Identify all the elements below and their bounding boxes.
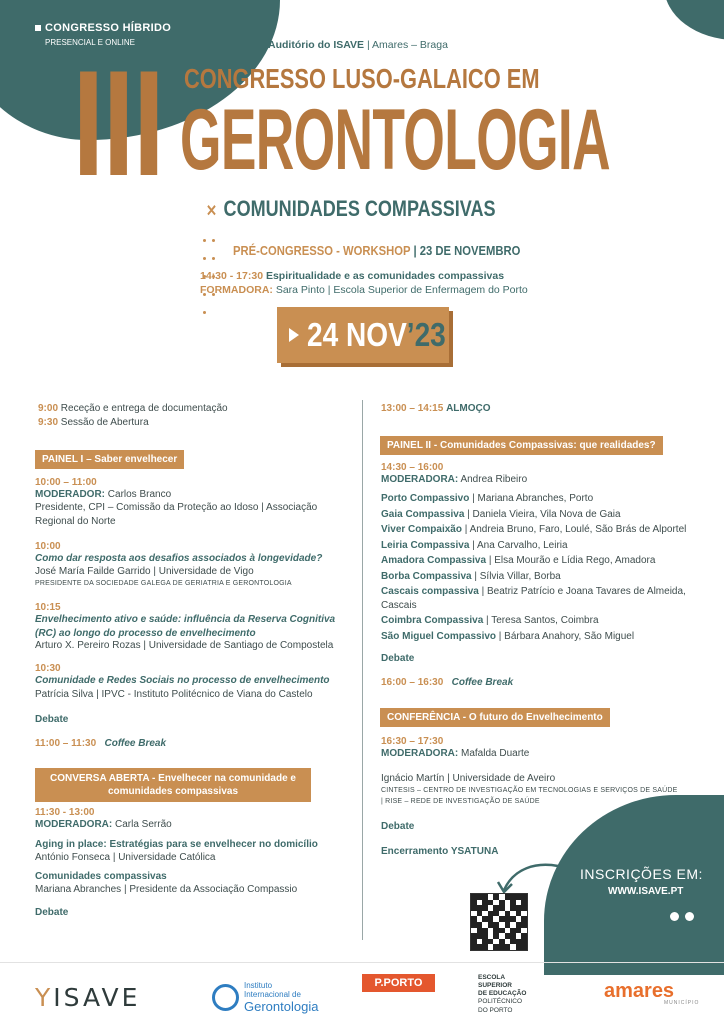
conversa-header: CONVERSA ABERTA - Envelhecer na comunidade e comunidades compassivas [35, 768, 311, 802]
title-line2: GERONTOLOGIA [180, 92, 611, 188]
list-item: Leiria Compassiva | Ana Carvalho, Leiria [381, 539, 568, 551]
registration-url[interactable]: WWW.ISAVE.PT [608, 886, 684, 897]
list-item: São Miguel Compassivo | Bárbara Anahory, São Miguel [381, 630, 635, 642]
c2-title: Comunidades compassivas [35, 871, 167, 882]
conv-moderator: MODERADORA: Carla Serrão [35, 819, 172, 830]
cross-icon: ✕ [206, 203, 217, 220]
date-banner: 24 NOV’23 [277, 307, 449, 363]
t1-role: PRESIDENTE DA SOCIEDADE GALEGA DE GERIATRIA E GERONTOLOGIA [35, 580, 292, 587]
list-item: Viver Compaixão | Andreia Bruno, Faro, Loulé, São Brás de Alportel [381, 524, 687, 535]
coffee-break-2: 16:00 – 16:30 Coffee Break [381, 677, 514, 688]
hybrid-label: CONGRESSO HÍBRIDO [35, 22, 171, 34]
venue: Auditório do ISAVE | Amares – Braga [268, 39, 448, 51]
conf-moderator: MODERADORA: Mafalda Duarte [381, 748, 530, 759]
list-item: Gaia Compassiva | Daniela Vieira, Vila Nova de Gaia [381, 508, 621, 520]
t1-time: 10:00 [35, 541, 61, 552]
iig-logo: Instituto Internacional de Gerontologia [212, 982, 318, 1014]
conf-time: 16:30 – 17:30 [381, 736, 444, 747]
debate-1: Debate [35, 714, 69, 725]
t3-title: Comunidade e Redes Sociais no processo de envelhecimento [35, 675, 330, 686]
edition-number: III [72, 44, 163, 209]
c2-speaker: Mariana Abranches | Presidente da Associação Compassio [35, 884, 298, 895]
footer-divider [0, 962, 724, 963]
p2-time: 14:30 – 16:00 [381, 462, 444, 473]
ese-logo: ESCOLA SUPERIOR DE EDUCAÇÃO POLITÉCNICO DO PORTO [478, 974, 527, 1014]
conf-affiliation-1: CINTESIS – CENTRO DE INVESTIGAÇÃO EM TECNOLOGIAS E SERVIÇOS DE SAÚDE [381, 787, 678, 794]
list-item: Coimbra Compassiva | Teresa Santos, Coimbra [381, 615, 599, 626]
column-divider [362, 400, 363, 940]
t1-title: Como dar resposta aos desafios associados à longevidade? [35, 553, 323, 564]
qr-code[interactable] [470, 893, 528, 951]
isave-logo: YISAVE [35, 983, 141, 1012]
conference-header: CONFERÊNCIA - O futuro do Envelhecimento [380, 708, 610, 727]
p1-time: 10:00 – 11:00 [35, 477, 97, 488]
t1-speaker: José María Failde Garrido | Universidade de Vigo [35, 566, 254, 577]
iig-logo-icon [212, 984, 239, 1011]
t2-title: Envelhecimento ativo e saúde: influência da Reserva Cognitiva (RC) ao longo do processo de envelhecimento [35, 614, 336, 639]
debate-4: Debate [381, 821, 415, 832]
play-icon [289, 328, 299, 342]
coffee-break-1: 11:00 – 11:30 Coffee Break [35, 738, 167, 749]
t2-speaker: Arturo X. Pereiro Rozas | Universidade de Santiago de Compostela [35, 640, 334, 651]
trainer-line: FORMADORA: Sara Pinto | Escola Superior de Enfermagem do Porto [200, 284, 528, 296]
list-item: Cascais compassiva | Beatriz Patrício e Joana Tavares de Almeida, Cascais [381, 586, 686, 611]
c1-title: Aging in place: Estratégias para se envelhecer no domicílio [35, 839, 318, 850]
t3-time: 10:30 [35, 663, 61, 674]
top-right-decor [664, 0, 724, 40]
conf-speaker: Ignácio Martín | Universidade de Aveiro [381, 773, 556, 784]
compassive-list [381, 492, 701, 645]
t2-time: 10:15 [35, 602, 61, 613]
title-line1: CONGRESSO LUSO-GALAICO EM [184, 63, 540, 94]
p1-moderator-desc: Presidente, CPI – Comissão da Proteção ao Idoso | Associação Regional do Norte [35, 502, 318, 527]
social-icons [664, 908, 694, 926]
subtitle: ✕ COMUNIDADES COMPASSIVAS [206, 196, 496, 221]
bottom-right-decor [544, 795, 724, 975]
p2-moderator: MODERADORA: Andrea Ribeiro [381, 474, 528, 485]
precongress-heading: PRÉ-CONGRESSO - WORKSHOP | 23 DE NOVEMBRO [233, 244, 521, 258]
panel1-header: PAINEL I – Saber envelhecer [35, 450, 184, 469]
list-item: Amadora Compassiva | Elsa Mourão e Lídia Rego, Amadora [381, 555, 656, 566]
debate-3: Debate [381, 653, 415, 664]
panel2-header: PAINEL II - Comunidades Compassivas: que realidades? [380, 436, 663, 455]
instagram-icon[interactable] [670, 912, 679, 921]
lunch-line: 13:00 – 14:15 ALMOÇO [381, 403, 491, 414]
facebook-icon[interactable] [685, 912, 694, 921]
amares-sub: MUNICÍPIO [664, 1000, 700, 1006]
pporto-logo: P.PORTO [362, 974, 435, 992]
conf-affiliation-2: | RISE – REDE DE INVESTIGAÇÃO DE SAÚDE [381, 798, 540, 805]
p1-moderator: MODERADOR: Carlos Branco [35, 489, 172, 500]
amares-logo: amares [604, 980, 675, 1002]
workshop-line: 14:30 - 17:30 Espiritualidade e as comunidades compassivas [200, 270, 505, 282]
debate-2: Debate [35, 907, 69, 918]
t3-speaker: Patrícia Silva | IPVC - Instituto Politécnico de Viana do Castelo [35, 689, 313, 700]
list-item: Borba Compassiva | Sílvia Villar, Borba [381, 570, 561, 582]
c1-speaker: António Fonseca | Universidade Católica [35, 852, 216, 863]
list-item: Porto Compassivo | Mariana Abranches, Porto [381, 493, 594, 504]
hybrid-sub: PRESENCIAL E ONLINE [45, 38, 135, 47]
opening-line: 9:30 Sessão de Abertura [38, 417, 149, 428]
registration-label: INSCRIÇÕES EM: [580, 866, 703, 882]
reception-line: 9:00 Receção e entrega de documentação [38, 403, 228, 414]
closing: Encerramento YSATUNA [381, 846, 499, 857]
conv-time: 11:30 - 13:00 [35, 807, 95, 818]
